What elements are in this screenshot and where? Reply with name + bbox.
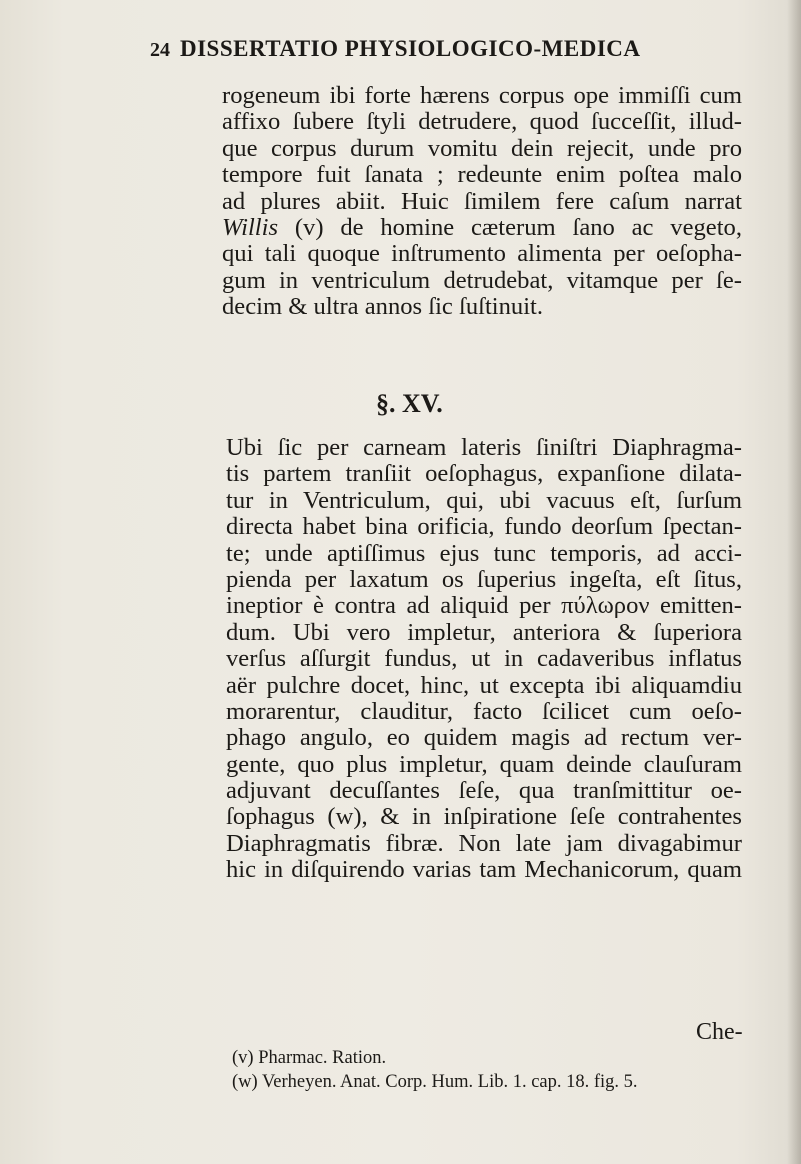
text-line: dum. Ubi vero impletur, anteriora & ſuperiora xyxy=(226,618,742,646)
running-head: DISSERTATIO PHYSIOLOGICO-MEDICA xyxy=(180,36,641,61)
text-line: hic in diſquirendo varias tam Mechanicorum, quam xyxy=(226,856,742,884)
paragraph-1 xyxy=(222,83,742,321)
text-line: adjuvant decuſſantes ſeſe, qua tranſmittitur oe- xyxy=(226,777,742,805)
text-line: ad plures abiit. Huic ſimilem fere caſum narrat xyxy=(222,187,742,215)
footnotes xyxy=(232,1046,742,1094)
text-line: verſus aſſurgit fundus, ut in cadaveribus inflatus xyxy=(226,645,742,673)
text-line: decim & ultra annos ſic ſuſtinuit. xyxy=(222,293,544,321)
text-line: tis partem tranſiit oeſophagus, expanſione dilata- xyxy=(226,460,742,488)
text-line: que corpus durum vomitu dein rejecit, unde pro xyxy=(222,134,742,162)
text-line: tur in Ventriculum, qui, ubi vacuus eſt, ſurſum xyxy=(226,486,742,514)
page-number: 24 xyxy=(150,39,170,61)
text-line-willis xyxy=(222,215,742,241)
text-line: affixo ſubere ſtyli detrudere, quod ſucceſſit, illud- xyxy=(222,108,742,136)
text-line: te; unde aptiſſimus ejus tunc temporis, ad acci- xyxy=(226,539,742,567)
text-line: qui tali quoque inſtrumento alimenta per oeſopha- xyxy=(222,240,742,268)
text-line: gum in ventriculum detrudebat, vitamque per ſe- xyxy=(222,266,742,294)
footnote-v: (v) Pharmac. Ration. xyxy=(232,1048,387,1068)
text-line: tempore fuit ſanata ; redeunte enim poſtea malo xyxy=(222,161,742,189)
text-line-rest: (v) de homine cæterum ſano ac vegeto, xyxy=(278,213,742,241)
text-line: ineptior è contra ad aliquid per πύλωρον emitten- xyxy=(226,592,742,620)
text-line: pienda per laxatum os ſuperius ingeſta, eſt ſitus, xyxy=(226,565,742,593)
text-line: aër pulchre docet, hinc, ut excepta ibi aliquamdiu xyxy=(226,671,742,699)
page-header xyxy=(150,36,750,70)
catchword: Che- xyxy=(696,1019,743,1045)
text-line: Diaphragmatis fibræ. Non late jam divagabimur xyxy=(226,829,742,857)
text-line: rogeneum ibi forte hærens corpus ope immiſſi cum xyxy=(222,82,742,109)
section-heading: §. XV. xyxy=(376,389,443,418)
text-line: directa habet bina orificia, fundo deorſum ſpectan- xyxy=(226,513,742,541)
footnote-w: (w) Verheyen. Anat. Corp. Hum. Lib. 1. cap. 18. fig. 5. xyxy=(232,1072,638,1092)
text-line: gente, quo plus impletur, quam deinde clauſuram xyxy=(226,750,742,778)
page-edge-shadow xyxy=(787,0,801,1164)
paragraph-2 xyxy=(226,435,742,884)
text-line: Ubi ſic per carneam lateris ſiniſtri Diaphragma- xyxy=(226,434,742,461)
author-name-italic: Willis xyxy=(222,213,279,241)
text-line: morarentur, clauditur, facto ſcilicet cum oeſo- xyxy=(226,697,742,725)
text-line: phago angulo, eo quidem magis ad rectum ver- xyxy=(226,724,742,752)
text-line: ſophagus (w), & in inſpiratione ſeſe contrahentes xyxy=(226,803,742,831)
